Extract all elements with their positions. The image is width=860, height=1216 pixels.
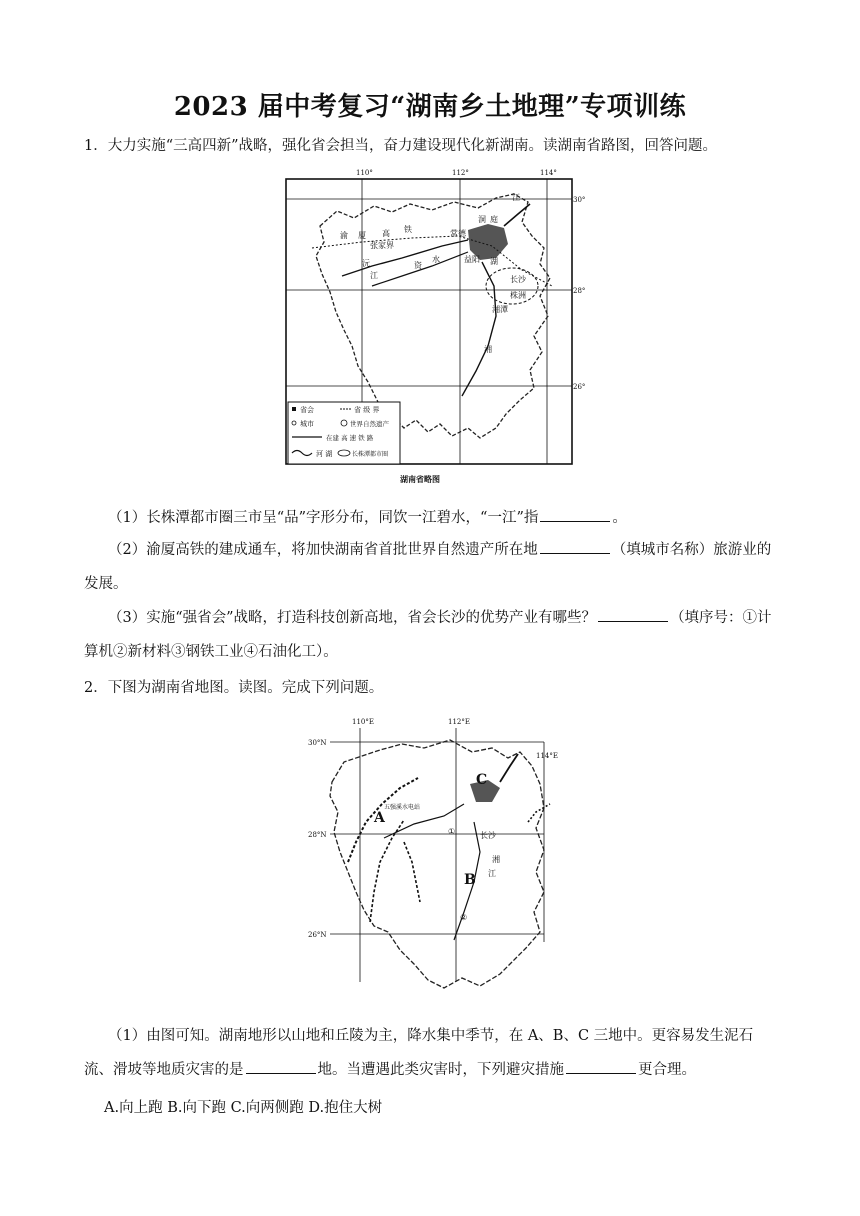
map2-point-b: B: [464, 872, 476, 888]
map1-legend-border: 省 级 界: [354, 406, 380, 414]
map1-text-jiang1: 江: [370, 271, 378, 280]
map1-legend-heritage: 世界自然遗产: [350, 420, 389, 428]
hunan-road-map-svg: [282, 166, 586, 488]
map1-text-shui: 水: [432, 255, 440, 264]
q1-sub3-blank[interactable]: [598, 607, 668, 622]
map1-lat-26: 26°: [573, 383, 586, 391]
question-1-stem: 1．大力实施“三高四新”战略，强化省会担当，奋力建设现代化新湖南。读湖南省路图，回答问题。: [84, 138, 718, 154]
question-1-sub1: [108, 507, 627, 528]
map2-text-xiang: 湘: [492, 855, 500, 864]
hunan-terrain-map: [304, 712, 566, 1006]
q1-sub2-end: （填城市名称）旅游业的发展。: [84, 542, 772, 592]
hunan-road-map: [282, 166, 586, 488]
map1-place-changsha: 长沙: [510, 275, 526, 284]
map1-text-jiang2: 江: [512, 193, 520, 202]
q2-sub1-blank-1[interactable]: [246, 1059, 316, 1074]
map1-text-yuan: 沅: [362, 259, 370, 268]
q1-sub1-text: （1）长株潭都市圈三市呈“品”字形分布，同饮一江碧水，“一江”指: [108, 510, 539, 526]
map1-legend-capital: 省会: [300, 406, 314, 414]
map1-place-yiyang: 益阳: [464, 255, 480, 264]
map1-text-yu: 渝: [340, 231, 348, 240]
map1-legend-railway: 在建 高 速 铁 路: [326, 434, 374, 442]
q1-sub3-end: （填序号：①计算机②新材料③钢铁工业④石油化工）。: [84, 610, 772, 660]
map2-wuqiangxi: 五强溪水电站: [384, 804, 421, 811]
map1-place-xiangtan: 湘潭: [492, 305, 508, 314]
map1-text-xiang: 湘: [484, 345, 492, 354]
map2-marker-1: ①: [448, 827, 456, 836]
question-1-sub3: [84, 601, 780, 669]
map2-lat-28: 28°N: [308, 831, 327, 839]
q2-sub1-text: （1）由图可知。湖南地形以山地和丘陵为主，降水集中季节，在 A、B、C 三地中。更容易发生泥石流、滑坡等地质灾害的是: [84, 1028, 754, 1078]
map2-lon-112: 112°E: [448, 718, 470, 726]
map1-lon-114: 114°: [540, 169, 557, 177]
map1-lon-112: 112°: [452, 169, 469, 177]
map1-text-gao: 高: [382, 229, 390, 238]
map1-text-ting: 庭: [490, 215, 498, 224]
q2-sub1-blank-2[interactable]: [566, 1059, 636, 1074]
question-2-stem: 2．下图为湖南省地图。读图。完成下列问题。: [84, 680, 384, 696]
question-2-sub1: [84, 1019, 780, 1087]
map2-text-jiang: 江: [488, 869, 496, 878]
map1-text-dong: 洞: [478, 215, 486, 224]
map1-text-hu: 湖: [490, 257, 498, 266]
map1-lat-28: 28°: [573, 287, 586, 295]
hunan-terrain-map-svg: [304, 712, 566, 1006]
map1-place-changde: 常德: [450, 229, 466, 238]
map1-legend-city: 城市: [300, 420, 314, 428]
q2-sub1-mid: 地。当遭遇此类灾害时，下列避灾措施: [317, 1062, 564, 1078]
q1-sub3-text: （3）实施“强省会”战略，打造科技创新高地，省会长沙的优势产业有哪些？: [108, 610, 597, 626]
map2-lat-26: 26°N: [308, 931, 327, 939]
map1-text-xia: 厦: [358, 231, 366, 240]
map1-lon-110: 110°: [356, 169, 373, 177]
q2-sub1-end: 更合理。: [638, 1062, 696, 1078]
map2-point-c: C: [476, 772, 488, 788]
map2-point-a: A: [374, 810, 385, 826]
map1-lat-30: 30°: [573, 196, 586, 204]
question-1-sub2: [84, 533, 780, 601]
map2-marker-2: ②: [460, 913, 468, 922]
map1-place-zhuzhou: 株洲: [510, 291, 526, 300]
map1-legend-rivers: 河 湖: [316, 450, 333, 458]
map2-lat-30: 30°N: [308, 739, 327, 747]
map1-caption: 湖南省略图: [400, 474, 440, 484]
worksheet-title: 2023 届中考复习“湖南乡土地理”专项训练: [173, 92, 687, 122]
map2-lon-110: 110°E: [352, 718, 374, 726]
map2-place-changsha: 长沙: [480, 831, 496, 840]
question-2-options: A.向上跑 B.向下跑 C.向两侧跑 D.抱住大树: [104, 1100, 383, 1116]
q1-sub1-blank[interactable]: [540, 507, 610, 522]
map1-text-zi: 资: [414, 261, 422, 270]
map1-legend-metro: 长株潭都市圈: [352, 451, 389, 458]
map1-place-zhangjiajie: 张家界: [370, 241, 394, 250]
q1-sub2-text: （2）渝厦高铁的建成通车，将加快湖南省首批世界自然遗产所在地: [108, 542, 538, 558]
map2-lon-114: 114°E: [536, 752, 558, 760]
q1-sub2-blank[interactable]: [540, 539, 610, 554]
q1-sub1-end: 。: [612, 510, 627, 526]
map1-text-tie: 铁: [404, 225, 412, 234]
